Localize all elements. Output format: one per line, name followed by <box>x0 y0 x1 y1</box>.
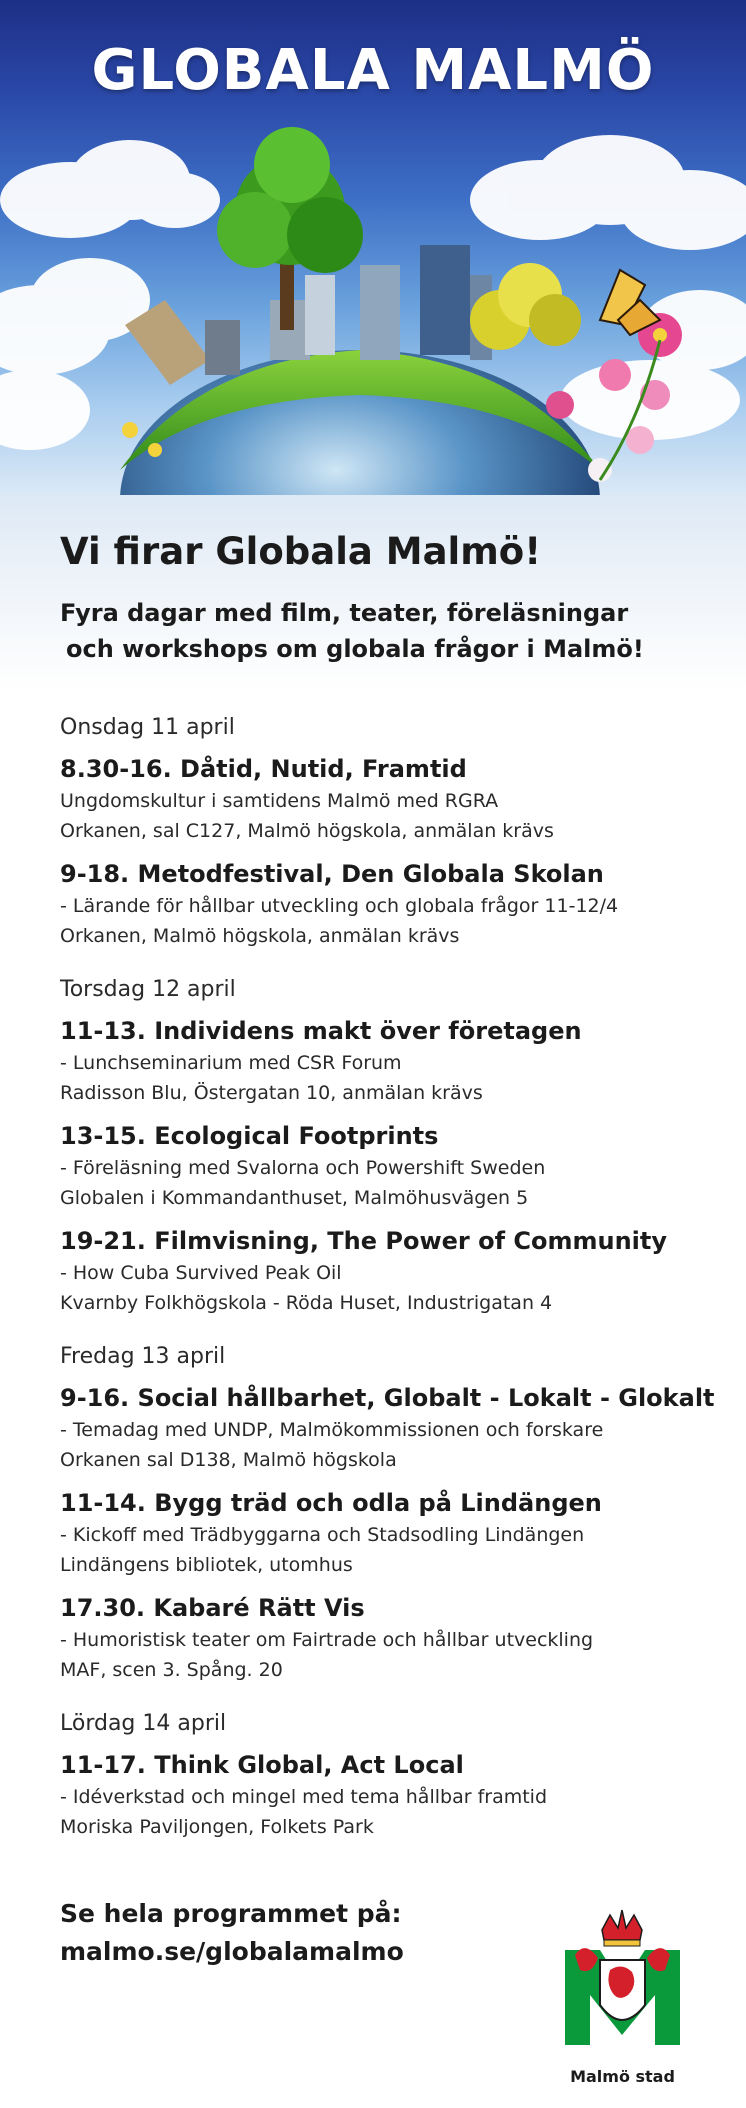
intro-section <box>0 495 746 690</box>
intro-subtitle-line1: Fyra dagar med film, teater, föreläsningar <box>60 599 629 627</box>
event-item <box>60 1120 710 1213</box>
event-location: Lindängens bibliotek, utomhus <box>60 1554 353 1576</box>
event-description: - How Cuba Survived Peak Oil <box>60 1262 342 1284</box>
event-title: 8.30-16. Dåtid, Nutid, Framtid <box>60 755 467 783</box>
event-location: MAF, scen 3. Spång. 20 <box>60 1659 283 1681</box>
event-location: Radisson Blu, Östergatan 10, anmälan krävs <box>60 1082 483 1104</box>
day-label: Fredag 13 april <box>60 1344 226 1369</box>
event-description: - Lunchseminarium med CSR Forum <box>60 1052 402 1074</box>
event-location: Moriska Paviljongen, Folkets Park <box>60 1816 374 1838</box>
event-description: - Lärande för hållbar utveckling och globala frågor 11-12/4 <box>60 895 619 917</box>
hero-banner <box>0 0 746 495</box>
event-title: 11-14. Bygg träd och odla på Lindängen <box>60 1489 602 1517</box>
event-title: 9-18. Metodfestival, Den Globala Skolan <box>60 860 604 888</box>
hero-title: GLOBALA MALMÖ <box>91 38 655 103</box>
event-location: Kvarnby Folkhögskola - Röda Huset, Industrigatan 4 <box>60 1292 553 1314</box>
event-item <box>60 753 710 846</box>
event-item <box>60 1015 710 1108</box>
event-description: - Föreläsning med Svalorna och Powershift Sweden <box>60 1157 546 1179</box>
coat-of-arms-icon <box>560 1900 685 2060</box>
day-group-fredag <box>60 1342 715 1685</box>
program-list <box>60 713 715 1866</box>
event-title: 19-21. Filmvisning, The Power of Community <box>60 1227 668 1255</box>
logo-caption: Malmö stad <box>570 2067 675 2086</box>
butterfly <box>600 270 660 335</box>
event-item <box>60 1749 710 1842</box>
day-label: Lördag 14 april <box>60 1711 227 1736</box>
event-item <box>60 1225 710 1318</box>
day-label: Torsdag 12 april <box>60 977 236 1002</box>
event-location: Orkanen, Malmö högskola, anmälan krävs <box>60 925 460 947</box>
program-url-link[interactable]: malmo.se/globalamalmo <box>60 1937 404 1966</box>
event-item <box>60 1487 710 1580</box>
event-description: - Humoristisk teater om Fairtrade och hållbar utveckling <box>60 1629 594 1651</box>
event-title: 11-17. Think Global, Act Local <box>60 1751 464 1779</box>
event-item <box>60 1382 715 1475</box>
intro-subtitle <box>60 595 644 667</box>
event-description: Ungdomskultur i samtidens Malmö med RGRA <box>60 790 499 812</box>
event-location: Orkanen, sal C127, Malmö högskola, anmälan krävs <box>60 820 554 842</box>
event-location: Orkanen sal D138, Malmö högskola <box>60 1449 397 1471</box>
malmo-stad-logo <box>560 1900 685 2090</box>
event-title: 13-15. Ecological Footprints <box>60 1122 439 1150</box>
event-location: Globalen i Kommandanthuset, Malmöhusvägen 5 <box>60 1187 529 1209</box>
event-description: - Temadag med UNDP, Malmökommissionen och forskare <box>60 1419 604 1441</box>
event-title: 9-16. Social hållbarhet, Globalt - Lokalt - Glokalt <box>60 1384 715 1412</box>
intro-heading: Vi firar Globala Malmö! <box>60 530 542 573</box>
tree <box>217 127 363 330</box>
day-group-onsdag <box>60 713 710 951</box>
event-description: - Idéverkstad och mingel med tema hållbar framtid <box>60 1786 548 1808</box>
intro-subtitle-line2: och workshops om globala frågor i Malmö! <box>66 635 644 663</box>
program-link-cta <box>60 1895 404 1971</box>
day-label: Onsdag 11 april <box>60 715 235 740</box>
event-title: 17.30. Kabaré Rätt Vis <box>60 1594 365 1622</box>
cta-text: Se hela programmet på: <box>60 1899 402 1928</box>
event-title: 11-13. Individens makt över företagen <box>60 1017 582 1045</box>
day-group-lordag <box>60 1709 710 1842</box>
event-item <box>60 858 710 951</box>
event-item <box>60 1592 710 1685</box>
event-description: - Kickoff med Trädbyggarna och Stadsodling Lindängen <box>60 1524 585 1546</box>
day-group-torsdag <box>60 975 710 1318</box>
